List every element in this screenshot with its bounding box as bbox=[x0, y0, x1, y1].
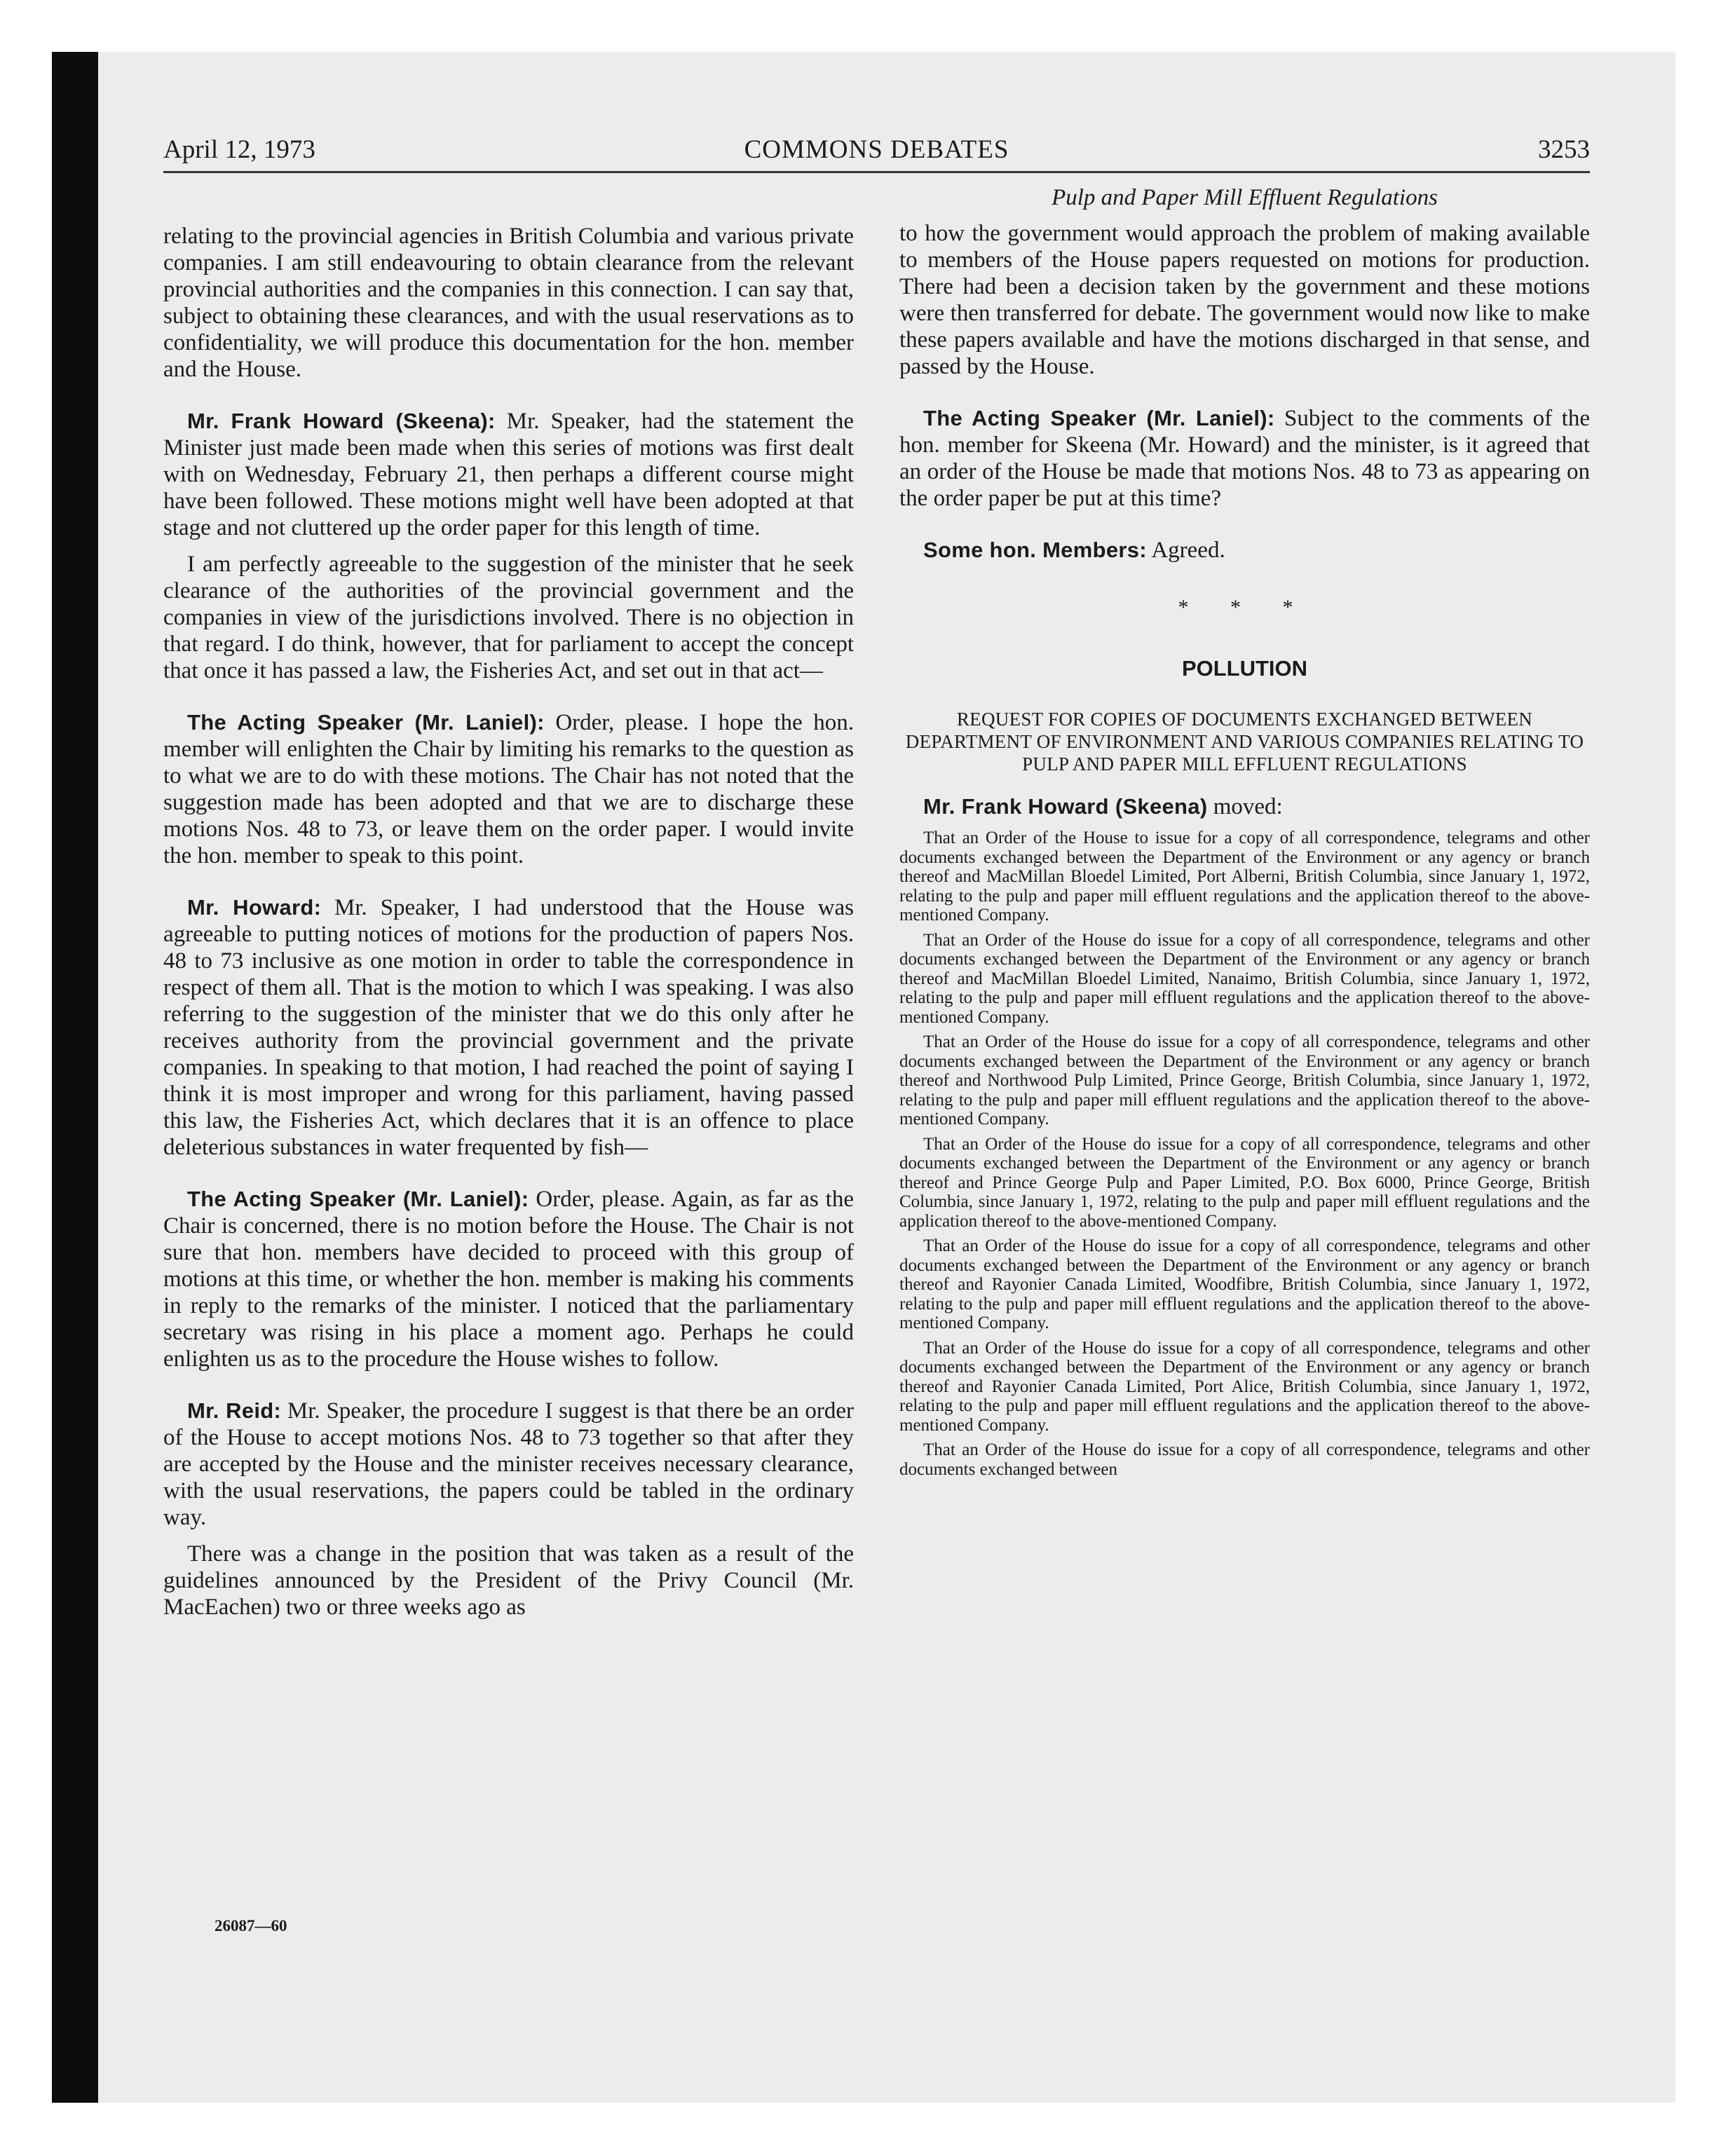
speech-paragraph bbox=[163, 894, 854, 1161]
speech-text: Order, please. Again, as far as the Chair is concerned, there is no motion before the House. The Chair is not sure that hon. members have decided to proceed with this group of motions at this time, or whether the hon. member is making his comments in reply to the remarks of the minister. I noticed that the parliamentary secretary was rising in his place a moment ago. Perhaps he could enlighten us as to the procedure the House wishes to follow. bbox=[163, 1187, 854, 1372]
motion-intro bbox=[899, 793, 1590, 820]
speech-text: Mr. Speaker, I had understood that the House was agreeable to putting notices of motions for the production of papers Nos. 48 to 73 inclusive as one motion in order to table the correspondence in respect of them all. That is the motion to which I was speaking. I was also referring to the suggestion of the minister that we do this only after he receives authority from the provincial government and the private companies. In speaking to that motion, I had reached the point of saying I think it is most improper and wrong for this parliament, having passed this law, the Fisheries Act, which declares that it is an offence to place deleterious substances in water frequented by fish— bbox=[163, 895, 855, 1160]
speaker-name: Mr. Howard: bbox=[187, 895, 322, 920]
paragraph: relating to the provincial agencies in British Columbia and various private companies. I am still endeavouring to obtain clearance from the relevant provincial authorities and the companies in this connection. I can say that, subject to obtaining these clearances, and with the usual reservations as to confidentiality, we will produce this documentation for the hon. member and the House. bbox=[163, 224, 854, 382]
motion-paragraph: That an Order of the House do issue for a copy of all correspondence, telegrams and other documents exchanged between the Department of the Environment or any agency or branch thereof and MacMillan Bloedel Limited, Nanaimo, British Columbia, since January 1, 1972, relating to the pulp and paper mill effluent regulations and the application thereof to the above-mentioned Company. bbox=[899, 930, 1590, 1027]
header-date: April 12, 1973 bbox=[163, 135, 315, 164]
speaker-name: The Acting Speaker (Mr. Laniel): bbox=[923, 406, 1275, 430]
speaker-name: Mr. Frank Howard (Skeena): bbox=[187, 409, 496, 433]
speaker-name: The Acting Speaker (Mr. Laniel): bbox=[187, 1187, 529, 1211]
right-column bbox=[899, 184, 1590, 1479]
speech-paragraph bbox=[163, 1186, 854, 1372]
page-header bbox=[163, 132, 1590, 173]
speaker-name: Mr. Reid: bbox=[187, 1398, 282, 1423]
speech-text: Agreed. bbox=[1151, 538, 1225, 563]
paragraph: to how the government would approach the problem of making available to members of the House papers requested on motions for production. There had been a decision taken by the government and these motions were then transferred for debate. The government would now like to make these papers available and have the motions discharged in that sense, and passed by the House. bbox=[899, 221, 1590, 379]
speech-text: Subject to the comments of the hon. member for Skeena (Mr. Howard) and the minister, is it agreed that an order of the House be made that motions Nos. 48 to 73 as appearing on the order paper be put at this time? bbox=[899, 406, 1590, 511]
speaker-name: Mr. Frank Howard (Skeena) bbox=[923, 794, 1208, 819]
speech-paragraph bbox=[163, 709, 854, 869]
motion-paragraph: That an Order of the House do issue for a copy of all correspondence, telegrams and other documents exchanged between the Department of the Environment or any agency or branch thereof and Prince George Pulp and Paper Limited, P.O. Box 6000, Prince George, British Columbia, since January 1, 1972, relating to the pulp and paper mill effluent regulations and the application thereof to the above-mentioned Company. bbox=[899, 1134, 1590, 1231]
paragraph: I am perfectly agreeable to the suggestion of the minister that he seek clearance of the authorities of the provincial government and the companies in view of the jurisdictions involved. There is no objection in that regard. I do think, however, that for parliament to accept the concept that once it has passed a law, the Fisheries Act, and set out in that act— bbox=[163, 552, 854, 683]
speaker-name: Some hon. Members: bbox=[923, 538, 1147, 562]
motion-paragraph: That an Order of the House to issue for a copy of all correspondence, telegrams and other documents exchanged between the Department of the Environment or any agency or branch thereof and MacMillan Bloedel Limited, Port Alberni, British Columbia, since January 1, 1972, relating to the pulp and paper mill effluent regulations and the application thereof to the above-mentioned Company. bbox=[899, 828, 1590, 925]
header-title: COMMONS DEBATES bbox=[744, 135, 1009, 164]
speech-text: Mr. Speaker, had the statement the Minister just made been made when this series of motions was first dealt with on Wednesday, February 21, then perhaps a different course might have been followed. These motions might well have been adopted at that stage and not cluttered up the order paper for this length of time. bbox=[163, 409, 854, 540]
section-title: POLLUTION bbox=[1181, 656, 1308, 681]
speech-text: moved: bbox=[1213, 794, 1283, 819]
motion-paragraph: That an Order of the House do issue for a copy of all correspondence, telegrams and other documents exchanged between the Department of the Environment or any agency or branch thereof and Northwood Pulp Limited, Prince George, British Columbia, since January 1, 1972, relating to the pulp and paper mill effluent regulations and the application thereof to the above-mentioned Company. bbox=[899, 1032, 1590, 1128]
speech-paragraph bbox=[899, 537, 1590, 564]
speech-paragraph bbox=[899, 405, 1590, 512]
motion-paragraph: That an Order of the House do issue for a copy of all correspondence, telegrams and other documents exchanged between the Department of the Environment or any agency or branch thereof and Rayonier Canada Limited, Port Alice, British Columbia, since January 1, 1972, relating to the pulp and paper mill effluent regulations and the application thereof to the above-mentioned Company. bbox=[899, 1338, 1590, 1435]
left-column bbox=[163, 223, 854, 1621]
paragraph: There was a change in the position that was taken as a result of the guidelines announced by the President of the Privy Council (Mr. MacEachen) two or three weeks ago as bbox=[163, 1541, 854, 1620]
running-head: Pulp and Paper Mill Effluent Regulations bbox=[1052, 185, 1438, 210]
section-subtitle: REQUEST FOR COPIES OF DOCUMENTS EXCHANGED BETWEEN DEPARTMENT OF ENVIRONMENT AND VARIOUS COMPANIES RELATING TO PULP AND PAPER MILL EFFLUENT REGULATIONS bbox=[905, 709, 1584, 775]
header-page-number: 3253 bbox=[1538, 135, 1590, 164]
speech-paragraph bbox=[163, 408, 854, 541]
speech-text: Order, please. I hope the hon. member will enlighten the Chair by limiting his remarks to the question as to what we are to do with these motions. The Chair has not noted that the suggestion made has been adopted and that we are to discharge these motions Nos. 48 to 73, or leave them on the order paper. I would invite the hon. member to speak to this point. bbox=[163, 710, 854, 868]
motion-list bbox=[899, 828, 1590, 1479]
speaker-name: The Acting Speaker (Mr. Laniel): bbox=[187, 710, 545, 735]
section-divider: * * * bbox=[1178, 596, 1312, 619]
motion-paragraph: That an Order of the House do issue for a copy of all correspondence, telegrams and other documents exchanged between bbox=[899, 1440, 1590, 1479]
speech-text: Mr. Speaker, the procedure I suggest is that there be an order of the House to accept motions Nos. 48 to 73 together so that after they are accepted by the House and the minister receives necessary clearance, with the usual reservations, the papers could be tabled in the ordinary way. bbox=[163, 1398, 855, 1530]
motion-paragraph: That an Order of the House do issue for a copy of all correspondence, telegrams and other documents exchanged between the Department of the Environment or any agency or branch thereof and Rayonier Canada Limited, Woodfibre, British Columbia, since January 1, 1972, relating to the pulp and paper mill effluent regulations and the application thereof to the above-mentioned Company. bbox=[899, 1236, 1590, 1332]
printer-code: 26087—60 bbox=[215, 1917, 287, 1935]
scan-edge bbox=[52, 52, 98, 2103]
speech-paragraph bbox=[163, 1398, 854, 1531]
